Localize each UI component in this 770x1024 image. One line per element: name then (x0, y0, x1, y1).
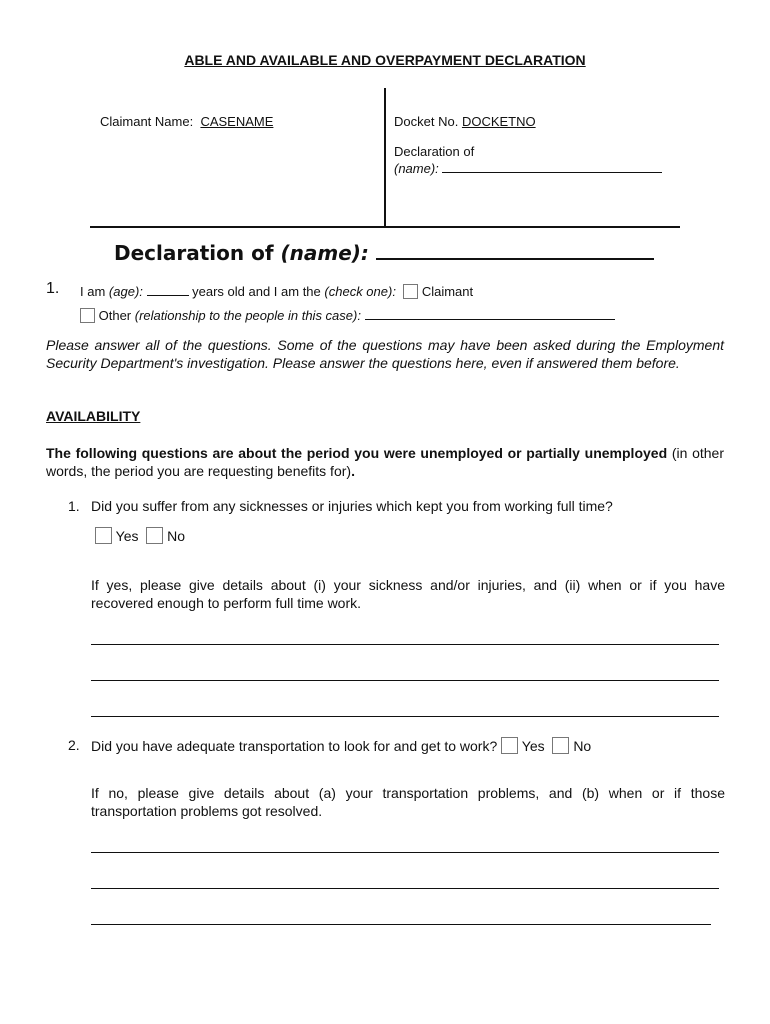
other-line (80, 307, 615, 323)
question-1-answer-line-2[interactable] (91, 680, 719, 681)
docket-value[interactable]: DOCKETNO (461, 114, 536, 129)
name-blank-small[interactable] (442, 160, 662, 173)
declaration-heading (114, 240, 654, 265)
question-1-yes-checkbox[interactable] (95, 527, 112, 544)
header-vertical-divider (384, 88, 386, 228)
question-2-no-label: No (573, 738, 592, 754)
question-1-text: Did you suffer from any sicknesses or injuries which kept you from working full time? (91, 498, 613, 514)
claimant-value[interactable]: CASENAME (200, 114, 274, 129)
age-line (80, 283, 473, 299)
docket-label: Docket No. (394, 114, 459, 129)
availability-heading: AVAILABILITY (46, 408, 141, 424)
question-2-answer-line-2[interactable] (91, 888, 719, 889)
availability-intro-bold: The following questions are about the period you were unemployed or partially unemployed (46, 445, 668, 461)
availability-intro (46, 444, 724, 480)
question-2-yes-checkbox[interactable] (501, 737, 518, 754)
instructions-paragraph: Please answer all of the questions. Some of the questions may have been asked during the Employment Security Department's investigation. Please answer the questions here, even if answered them before. (46, 337, 724, 371)
question-2-number: 2. (68, 737, 80, 753)
availability-intro-end: . (351, 463, 355, 479)
i-am-text: I am (80, 284, 106, 299)
declaration-of-small (394, 144, 662, 177)
section-number: 1. (46, 280, 60, 297)
question-1-no-label: No (167, 528, 186, 544)
relationship-blank[interactable] (365, 307, 615, 320)
declaration-name-blank[interactable] (376, 240, 654, 260)
question-1-no-checkbox[interactable] (146, 527, 163, 544)
docket-field (394, 114, 536, 129)
question-1-number: 1. (68, 498, 80, 514)
question-1-answer-line-1[interactable] (91, 644, 719, 645)
claimant-name-field (100, 114, 273, 129)
name-label-small: (name): (394, 161, 439, 176)
check-one-text: (check one): (324, 284, 396, 299)
question-2-answer-line-1[interactable] (91, 852, 719, 853)
age-label: (age): (108, 284, 143, 299)
availability-intro-normal: (in other words, the period you are requesting benefits for) (46, 445, 724, 479)
age-blank[interactable] (147, 283, 189, 296)
years-old-text: years old and I am the (192, 284, 321, 299)
declaration-of-line1: Declaration of (394, 144, 475, 159)
question-1-followup: If yes, please give details about (i) your sickness and/or injuries, and (ii) when or if you have recovered enough to perform full time work. (91, 577, 725, 611)
question-2-followup: If no, please give details about (a) your transportation problems, and (b) when or if those transportation problems got resolved. (91, 785, 725, 819)
question-2-no-checkbox[interactable] (552, 737, 569, 754)
question-1-options (95, 527, 185, 544)
question-1-answer-line-3[interactable] (91, 716, 719, 717)
question-2-yes-label: Yes (521, 738, 545, 754)
declaration-heading-prefix: Declaration of (114, 241, 274, 265)
relationship-label: (relationship to the people in this case): (134, 308, 361, 323)
other-option-label: Other (98, 308, 132, 323)
form-title: ABLE AND AVAILABLE AND OVERPAYMENT DECLARATION (184, 52, 586, 68)
declaration-heading-name: (name): (280, 241, 369, 265)
question-2-row (91, 737, 591, 754)
header-horizontal-divider (90, 226, 680, 228)
claimant-option-label: Claimant (421, 284, 474, 299)
other-checkbox[interactable] (80, 308, 95, 323)
claimant-checkbox[interactable] (403, 284, 418, 299)
question-2-text: Did you have adequate transportation to look for and get to work? (91, 738, 498, 754)
claimant-label: Claimant Name: (100, 114, 194, 129)
question-1-yes-label: Yes (115, 528, 139, 544)
question-2-answer-line-3[interactable] (91, 924, 711, 925)
